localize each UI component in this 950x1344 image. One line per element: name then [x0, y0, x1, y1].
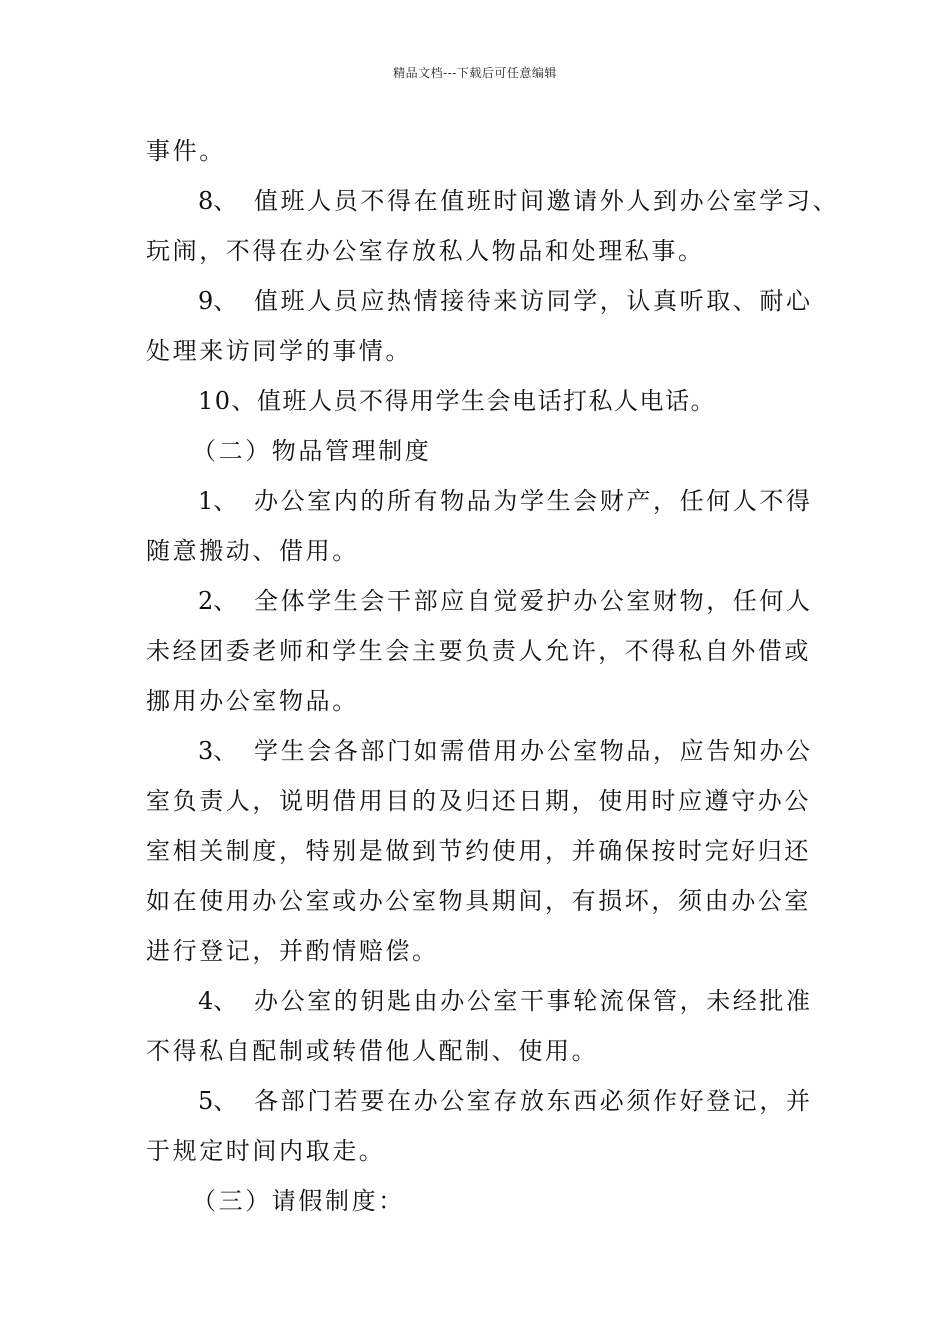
paragraph-line: 随意搬动、借用。	[146, 537, 359, 565]
section-heading-3: （三）请假制度：	[192, 1187, 405, 1215]
paragraph-line: 处理来访同学的事情。	[146, 337, 412, 365]
item-text: 全体学生会干部应自觉爱护办公室财物，任何人	[254, 587, 813, 615]
list-item-5	[146, 1076, 816, 1126]
list-item-9	[146, 276, 816, 326]
list-item-1	[146, 476, 816, 526]
paragraph-line: 挪用办公室物品。	[146, 687, 359, 715]
section-heading-2: （二）物品管理制度	[192, 437, 432, 465]
paragraph-line: 玩闹，不得在办公室存放私人物品和处理私事。	[146, 237, 705, 265]
paragraph-line: 事件。	[146, 137, 226, 165]
item-number: 4、	[198, 987, 238, 1015]
item-number: 3、	[198, 737, 238, 765]
paragraph-line: 进行登记，并酌情赔偿。	[146, 937, 439, 965]
paragraph-line: 未经团委老师和学生会主要负责人允许，不得私自外借或	[146, 637, 811, 665]
item-number: 9、	[198, 287, 238, 315]
item-number: 1、	[198, 487, 238, 515]
list-item-4	[146, 976, 816, 1026]
item-text: 办公室内的所有物品为学生会财产，任何人不得	[254, 487, 813, 515]
paragraph-line: 不得私自配制或转借他人配制、使用。	[146, 1037, 599, 1065]
list-item-8	[146, 176, 840, 226]
item-text: 各部门若要在办公室存放东西必须作好登记，并	[254, 1087, 813, 1115]
paragraph-line: 如在使用办公室或办公室物具期间，有损坏，须由办公室	[146, 887, 811, 915]
item-text: 办公室的钥匙由办公室干事轮流保管，未经批准	[254, 987, 813, 1015]
item-number: 5、	[198, 1087, 238, 1115]
paragraph-line: 室负责人，说明借用目的及归还日期，使用时应遵守办公	[146, 787, 811, 815]
page-header: 精品文档---下载后可任意编辑	[393, 66, 557, 80]
list-item-3	[146, 726, 816, 776]
list-item-2	[146, 576, 816, 626]
item-text: 学生会各部门如需借用办公室物品，应告知办公	[254, 737, 813, 765]
item-text: 值班人员应热情接待来访同学，认真听取、耐心	[254, 287, 813, 315]
item-number: 8、	[198, 187, 238, 215]
paragraph-line: 室相关制度，特别是做到节约使用，并确保按时完好归还	[146, 837, 811, 865]
item-number: 2、	[198, 587, 238, 615]
document-body	[146, 126, 840, 1226]
item-text: 值班人员不得在值班时间邀请外人到办公室学习、	[254, 187, 840, 215]
paragraph-line: 于规定时间内取走。	[146, 1137, 386, 1165]
list-item-10: 10、值班人员不得用学生会电话打私人电话。	[198, 387, 717, 415]
